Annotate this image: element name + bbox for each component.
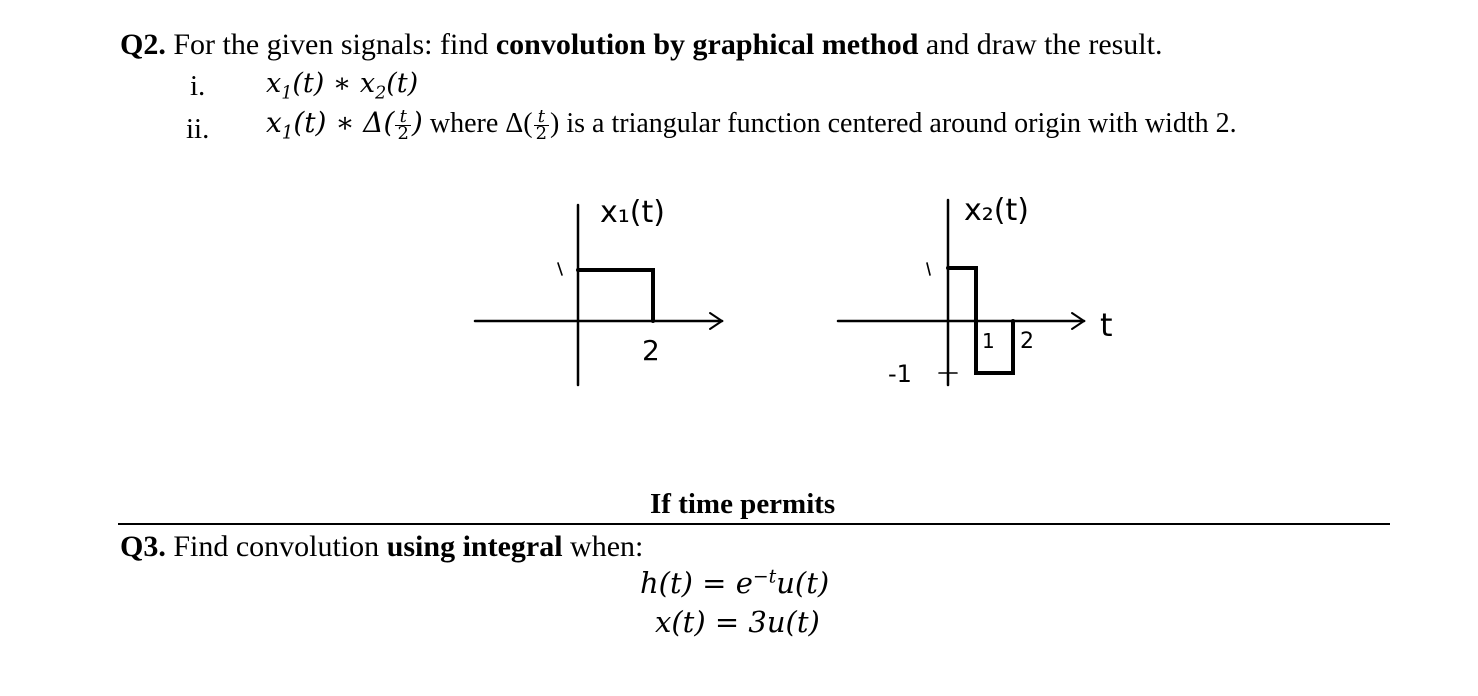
- plot1-xtick-label: 2: [642, 334, 660, 367]
- item-i-expression: $x_1(t)$ ∗ $x_2(t)$: [266, 68, 419, 104]
- q3-label: Q3.: [120, 530, 166, 563]
- item-ii-expression: $x_1(t)$ ∗ Δ( $\frac{t}{2}$ ) where Δ( $\frac{t}{2}$ ) is a triangular function centered around origin with width 2.: [266, 106, 1237, 145]
- plot2-title: x₂(t): [964, 193, 1029, 228]
- section-divider: [118, 523, 1390, 525]
- item-i-number: i.: [190, 70, 206, 102]
- q3-equation-x: x(t) = 3u(t): [655, 605, 820, 639]
- plot2-xtick-2-label: 2: [1020, 329, 1034, 354]
- plot1-ytick-label: 1: [556, 274, 557, 275]
- fraction-t-over-2-b: $\frac{t}{2}$: [535, 106, 548, 145]
- q2-text-2: and draw the result.: [918, 28, 1163, 61]
- q3-text-1: Find convolution: [165, 530, 387, 563]
- section-heading: If time permits: [650, 488, 836, 520]
- q2-label: Q2.: [120, 28, 166, 61]
- q2-statement: [120, 28, 1162, 62]
- q3-bold-text: using integral: [386, 530, 563, 563]
- q3-statement: [120, 530, 643, 564]
- item-ii-number: ii.: [186, 113, 210, 145]
- plot1-title: x₁(t): [600, 195, 665, 230]
- plot2-ytick-mark: [927, 263, 930, 275]
- plot-x1: [460, 180, 760, 400]
- plot2-xtick-1-label: 1: [982, 329, 995, 353]
- q3-equation-h: $h(t) = e^{-t}u(t)$: [640, 566, 830, 600]
- plot1-ytick-mark: [558, 263, 562, 275]
- plot2-ytick-neg-label: -1: [888, 360, 912, 388]
- plot1-signal: [578, 270, 653, 321]
- q3-text-2: when:: [562, 530, 644, 563]
- fraction-t-over-2: $\frac{t}{2}$: [397, 106, 409, 145]
- q2-bold-text: convolution by graphical method: [495, 28, 919, 61]
- plot2-ytick-pos-label: 1: [924, 276, 925, 277]
- plot2-axis-label: t: [1100, 306, 1113, 344]
- q2-text-1: For the given signals: find: [165, 28, 496, 61]
- plot-x2: [830, 180, 1150, 400]
